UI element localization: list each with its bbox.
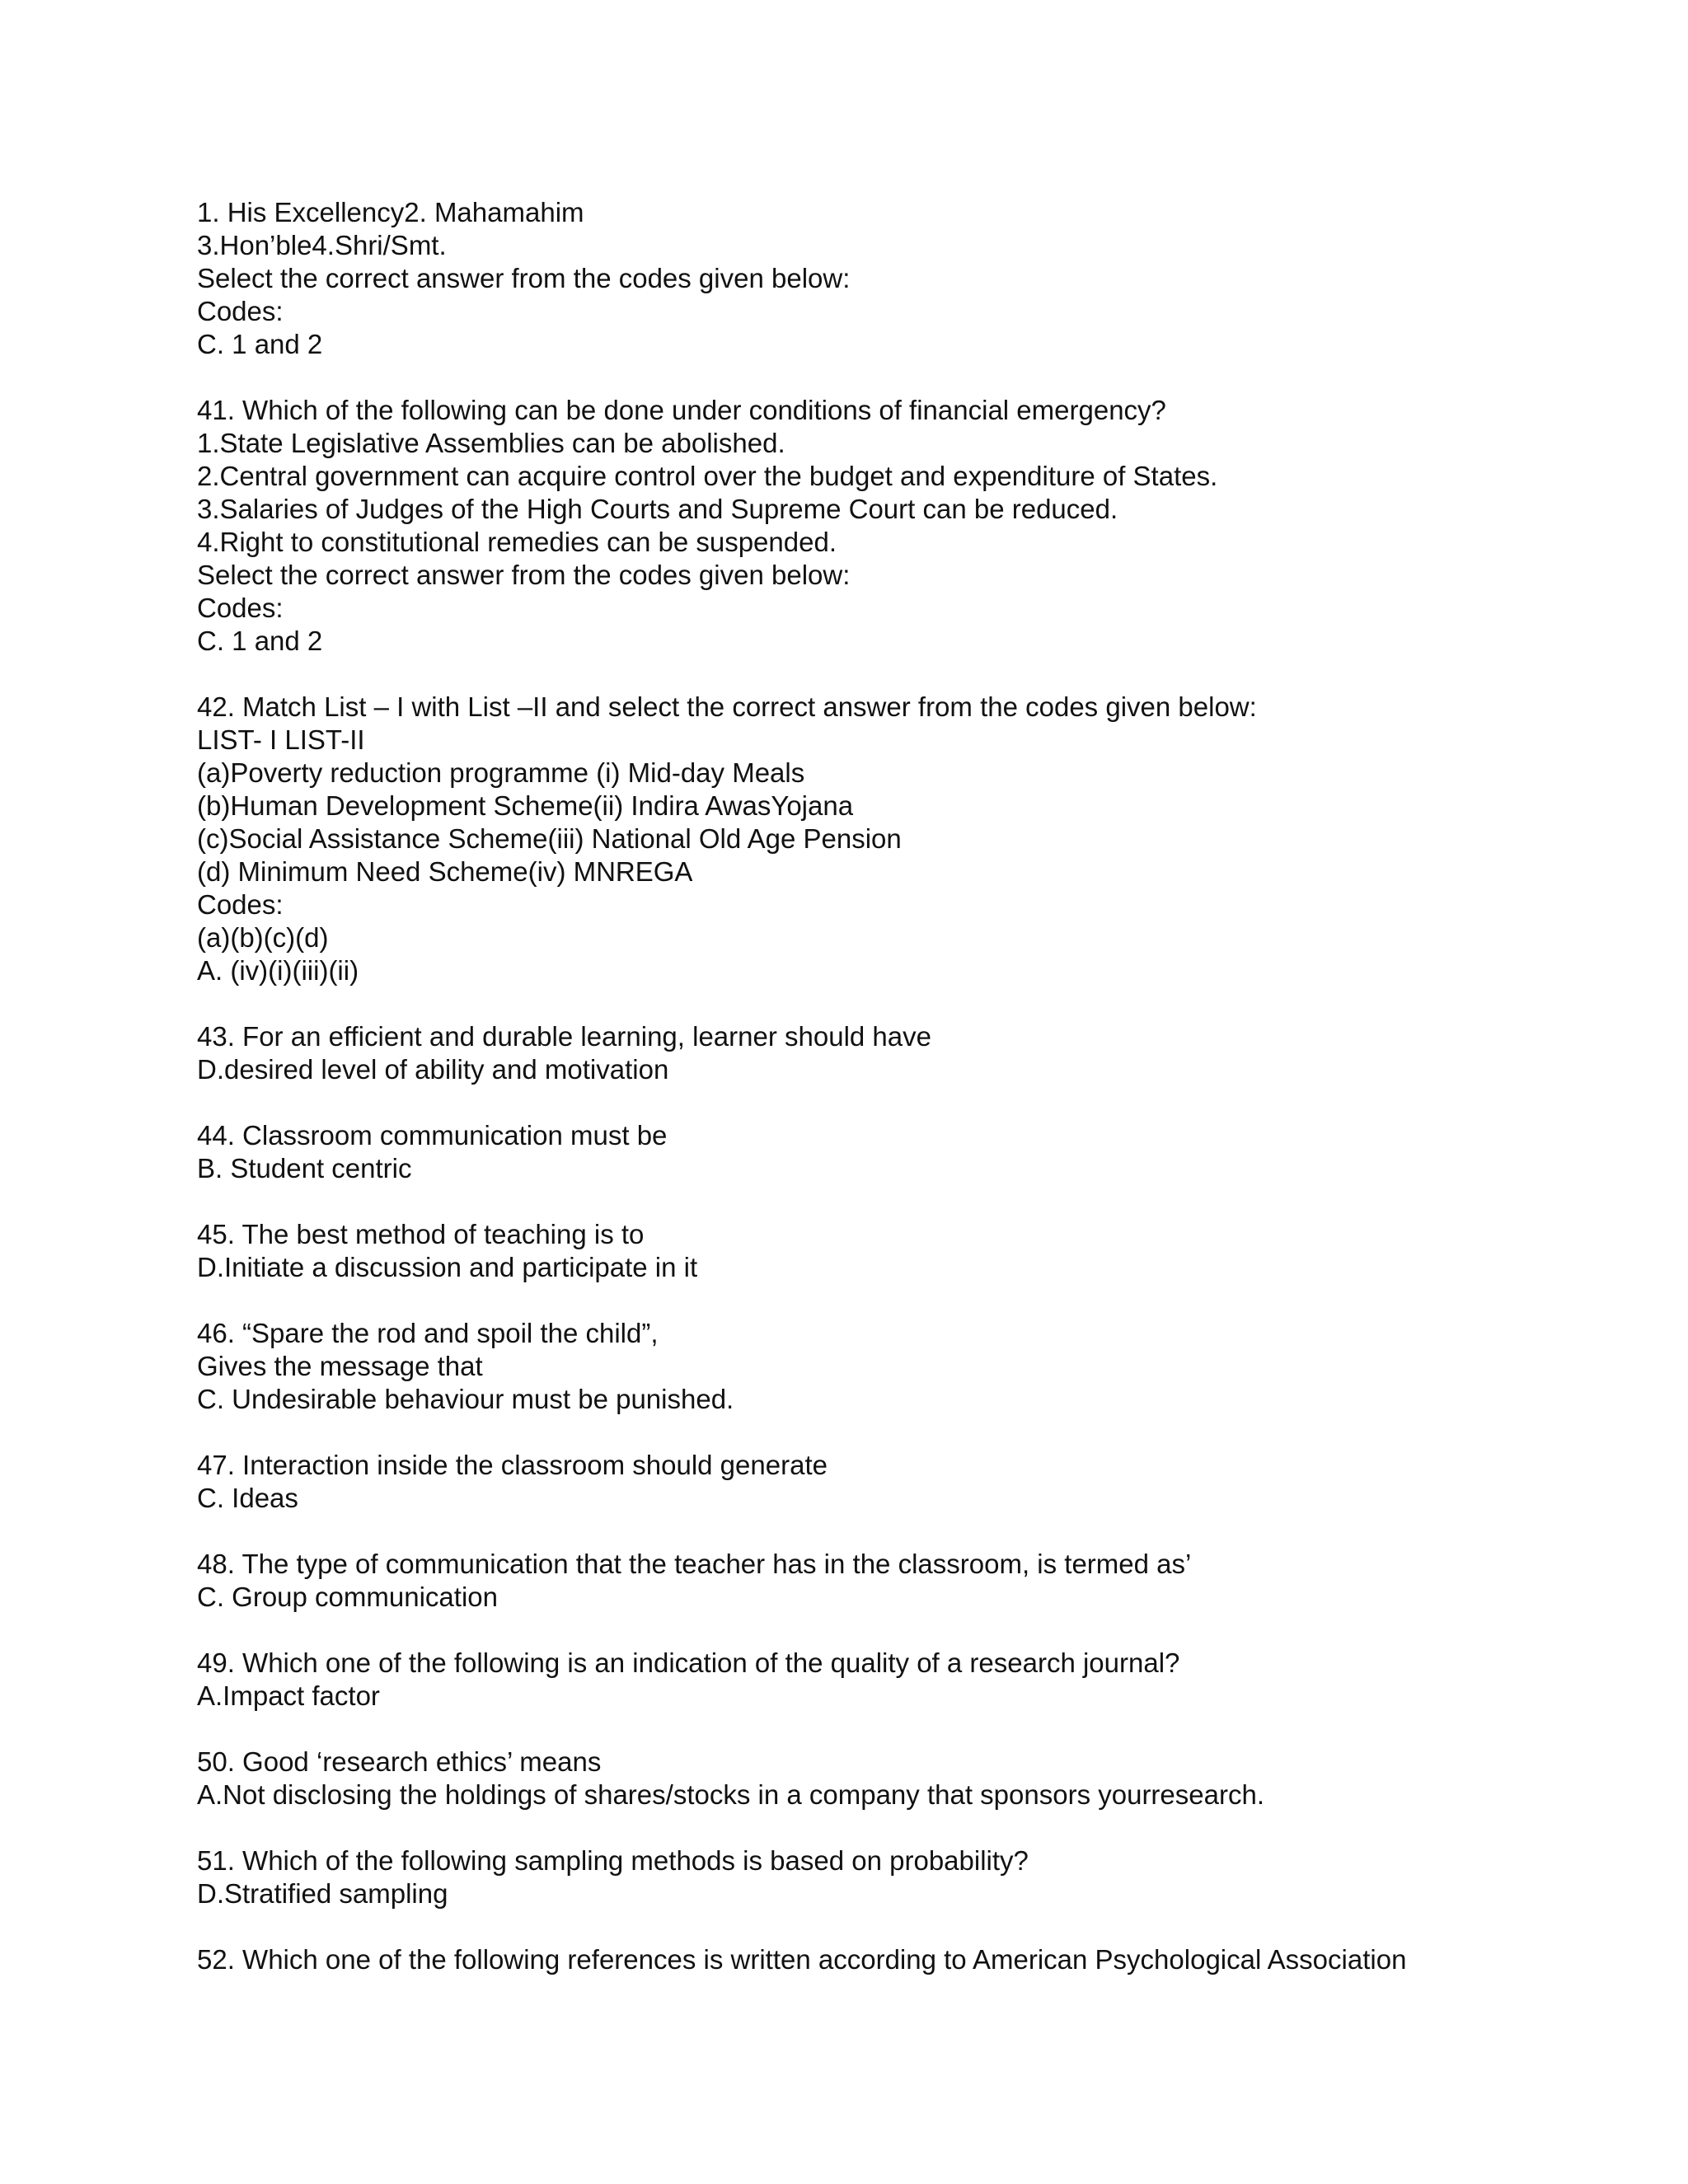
question-block-44 [197,1119,1615,1185]
text-line: LIST- I LIST-II [197,724,365,755]
question-text: 52. Which one of the following references is written according to American Psychological Association [197,1944,1407,1975]
text-line: (c)Social Assistance Scheme(iii) National Old Age Pension [197,823,902,854]
question-block-45 [197,1218,1615,1284]
answer-line: A.Impact factor [197,1680,380,1711]
text-line: (d) Minimum Need Scheme(iv) MNREGA [197,856,693,887]
question-text: 48. The type of communication that the teacher has in the classroom, is termed as’ [197,1549,1192,1579]
question-text: 44. Classroom communication must be [197,1120,668,1151]
text-line: 3.Hon’ble4.Shri/Smt. [197,230,447,260]
text-line: (b)Human Development Scheme(ii) Indira AwasYojana [197,790,854,821]
question-text: 47. Interaction inside the classroom should generate [197,1450,828,1480]
question-text: 49. Which one of the following is an indication of the quality of a research journal? [197,1647,1180,1678]
question-block-46 [197,1317,1615,1416]
answer-line: C. Undesirable behaviour must be punished. [197,1384,734,1414]
question-text: 51. Which of the following sampling methods is based on probability? [197,1845,1029,1876]
question-text: 45. The best method of teaching is to [197,1219,645,1249]
question-block-48 [197,1548,1615,1614]
question-text: 43. For an efficient and durable learning, learner should have [197,1021,931,1052]
question-block-52 [197,1943,1615,1976]
text-line: Gives the message that [197,1351,483,1381]
text-line: (a)Poverty reduction programme (i) Mid-day Meals [197,757,805,788]
question-block-43 [197,1020,1615,1086]
question-text: 46. “Spare the rod and spoil the child”, [197,1318,659,1348]
answer-line: D.Stratified sampling [197,1878,448,1909]
answer-line: C. 1 and 2 [197,329,323,359]
question-block [197,196,1615,361]
text-line: Codes: [197,296,284,326]
answer-line: C. 1 and 2 [197,626,323,656]
question-text: 42. Match List – I with List –II and select the correct answer from the codes given below: [197,691,1257,722]
question-text: 41. Which of the following can be done under conditions of financial emergency? [197,395,1166,425]
text-line: Codes: [197,593,284,623]
answer-line: C. Ideas [197,1483,298,1513]
answer-line: A.Not disclosing the holdings of shares/stocks in a company that sponsors yourresearch. [197,1779,1264,1810]
question-text: 50. Good ‘research ethics’ means [197,1746,602,1777]
text-line: Select the correct answer from the codes given below: [197,263,851,293]
answer-line: C. Group communication [197,1582,498,1612]
answer-line: A. (iv)(i)(iii)(ii) [197,955,359,986]
text-line: Codes: [197,889,284,920]
question-block-50 [197,1746,1615,1811]
document-body [197,196,1615,2009]
text-line: 4.Right to constitutional remedies can be suspended. [197,527,837,557]
question-block-41 [197,394,1615,658]
answer-line: B. Student centric [197,1153,412,1183]
answer-line: D.Initiate a discussion and participate in it [197,1252,698,1282]
text-line: 2.Central government can acquire control over the budget and expenditure of States. [197,461,1218,491]
question-block-51 [197,1844,1615,1910]
answer-line: D.desired level of ability and motivation [197,1054,669,1085]
question-block-42 [197,691,1615,987]
text-line: 1.State Legislative Assemblies can be abolished. [197,428,785,458]
text-line: 3.Salaries of Judges of the High Courts and Supreme Court can be reduced. [197,494,1118,524]
text-line: Select the correct answer from the codes given below: [197,560,851,590]
text-line: (a)(b)(c)(d) [197,922,329,953]
question-block-47 [197,1449,1615,1515]
text-line: 1. His Excellency2. Mahamahim [197,197,584,227]
question-block-49 [197,1647,1615,1713]
